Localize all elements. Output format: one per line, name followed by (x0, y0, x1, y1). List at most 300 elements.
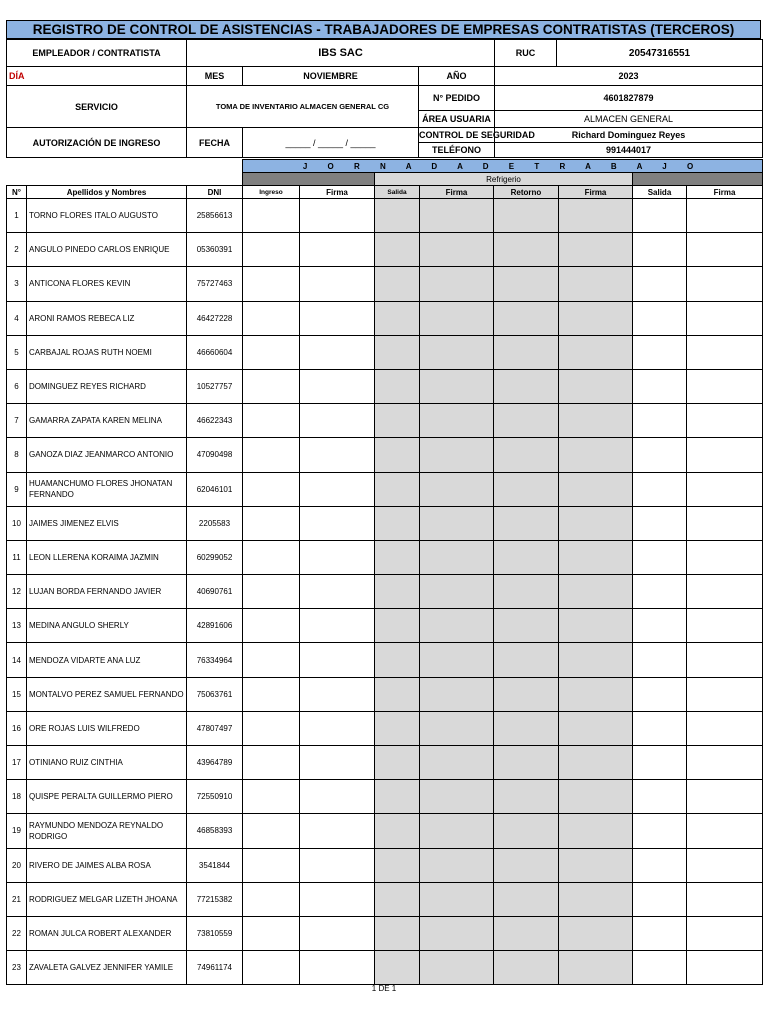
firma-ingreso-cell[interactable] (300, 848, 375, 882)
firma-retorno-cell[interactable] (559, 882, 633, 916)
retorno-cell[interactable] (494, 404, 559, 438)
worker-name: QUISPE PERALTA GUILLERMO PIERO (27, 780, 187, 814)
retorno-cell[interactable] (494, 882, 559, 916)
table-row (7, 575, 763, 609)
firma-salida-refrigerio-cell[interactable] (420, 882, 494, 916)
row-number: 3 (7, 267, 27, 301)
row-number: 16 (7, 711, 27, 745)
ingreso-cell[interactable] (243, 506, 300, 540)
salida-refrigerio-cell[interactable] (375, 780, 420, 814)
row-number: 1 (7, 199, 27, 233)
salida-cell[interactable] (633, 438, 687, 472)
firma-ingreso-cell[interactable] (300, 916, 375, 950)
jornada-header: J O R N A D A D E T R A B A J O (243, 160, 763, 173)
retorno-cell[interactable] (494, 609, 559, 643)
firma-salida-cell[interactable] (687, 472, 763, 506)
salida-cell[interactable] (633, 199, 687, 233)
control-value: Richard Dominguez Reyes (495, 128, 763, 143)
table-row (7, 267, 763, 301)
worker-name: LEON LLERENA KORAIMA JAZMIN (27, 540, 187, 574)
column-header: N° (7, 186, 27, 199)
salida-cell[interactable] (633, 369, 687, 403)
salida-refrigerio-cell[interactable] (375, 335, 420, 369)
firma-salida-cell[interactable] (687, 916, 763, 950)
firma-retorno-cell[interactable] (559, 267, 633, 301)
firma-salida-refrigerio-cell[interactable] (420, 916, 494, 950)
form-title: REGISTRO DE CONTROL DE ASISTENCIAS - TRABAJADORES DE EMPRESAS CONTRATISTAS (TERCEROS) (6, 20, 761, 39)
worker-dni: 43964789 (187, 746, 243, 780)
ingreso-cell[interactable] (243, 301, 300, 335)
firma-salida-refrigerio-cell[interactable] (420, 335, 494, 369)
firma-salida-refrigerio-cell[interactable] (420, 540, 494, 574)
salida-refrigerio-cell[interactable] (375, 404, 420, 438)
retorno-cell[interactable] (494, 267, 559, 301)
firma-salida-cell[interactable] (687, 848, 763, 882)
firma-salida-cell[interactable] (687, 233, 763, 267)
firma-salida-cell[interactable] (687, 404, 763, 438)
ingreso-cell[interactable] (243, 199, 300, 233)
column-header: Retorno (494, 186, 559, 199)
retorno-cell[interactable] (494, 780, 559, 814)
salida-cell[interactable] (633, 746, 687, 780)
worker-dni: 05360391 (187, 233, 243, 267)
area-value: ALMACEN GENERAL (495, 111, 763, 128)
firma-ingreso-cell[interactable] (300, 677, 375, 711)
salida-cell[interactable] (633, 267, 687, 301)
fecha-label: FECHA (187, 128, 243, 158)
page-footer: 1 DE 1 (371, 984, 397, 993)
retorno-cell[interactable] (494, 575, 559, 609)
firma-salida-refrigerio-cell[interactable] (420, 677, 494, 711)
firma-salida-refrigerio-cell[interactable] (420, 711, 494, 745)
worker-dni: 46622343 (187, 404, 243, 438)
firma-retorno-cell[interactable] (559, 301, 633, 335)
firma-retorno-cell[interactable] (559, 916, 633, 950)
firma-retorno-cell[interactable] (559, 472, 633, 506)
worker-dni: 46858393 (187, 814, 243, 848)
worker-dni: 46660604 (187, 335, 243, 369)
worker-dni: 47090498 (187, 438, 243, 472)
table-row (7, 711, 763, 745)
firma-ingreso-cell[interactable] (300, 233, 375, 267)
salida-refrigerio-cell[interactable] (375, 916, 420, 950)
salida-refrigerio-cell[interactable] (375, 711, 420, 745)
table-row (7, 335, 763, 369)
salida-cell[interactable] (633, 951, 687, 985)
firma-salida-cell[interactable] (687, 711, 763, 745)
salida-cell[interactable] (633, 643, 687, 677)
firma-salida-cell[interactable] (687, 814, 763, 848)
firma-salida-cell[interactable] (687, 609, 763, 643)
firma-salida-refrigerio-cell[interactable] (420, 951, 494, 985)
firma-ingreso-cell[interactable] (300, 267, 375, 301)
ingreso-cell[interactable] (243, 369, 300, 403)
salida-refrigerio-cell[interactable] (375, 814, 420, 848)
salida-cell[interactable] (633, 848, 687, 882)
ingreso-cell[interactable] (243, 882, 300, 916)
salida-cell[interactable] (633, 335, 687, 369)
salida-cell[interactable] (633, 472, 687, 506)
firma-salida-cell[interactable] (687, 575, 763, 609)
salida-cell[interactable] (633, 506, 687, 540)
row-number: 5 (7, 335, 27, 369)
worker-dni: 75727463 (187, 267, 243, 301)
firma-salida-refrigerio-cell[interactable] (420, 746, 494, 780)
worker-name: OTINIANO RUIZ CINTHIA (27, 746, 187, 780)
worker-name: MENDOZA VIDARTE ANA LUZ (27, 643, 187, 677)
mes-value: NOVIEMBRE (243, 67, 419, 86)
area-label: ÁREA USUARIA (419, 111, 495, 128)
retorno-cell[interactable] (494, 301, 559, 335)
firma-ingreso-cell[interactable] (300, 746, 375, 780)
firma-salida-refrigerio-cell[interactable] (420, 848, 494, 882)
firma-salida-cell[interactable] (687, 746, 763, 780)
row-number: 6 (7, 369, 27, 403)
worker-name: ANGULO PINEDO CARLOS ENRIQUE (27, 233, 187, 267)
firma-ingreso-cell[interactable] (300, 609, 375, 643)
worker-name: ANTICONA FLORES KEVIN (27, 267, 187, 301)
ruc-label: RUC (495, 40, 557, 67)
ingreso-cell[interactable] (243, 711, 300, 745)
column-header: Firma (559, 186, 633, 199)
firma-retorno-cell[interactable] (559, 746, 633, 780)
retorno-cell[interactable] (494, 951, 559, 985)
firma-salida-refrigerio-cell[interactable] (420, 506, 494, 540)
table-row (7, 472, 763, 506)
table-row (7, 848, 763, 882)
firma-retorno-cell[interactable] (559, 369, 633, 403)
firma-retorno-cell[interactable] (559, 575, 633, 609)
firma-retorno-cell[interactable] (559, 609, 633, 643)
attendance-table (6, 159, 763, 985)
firma-salida-refrigerio-cell[interactable] (420, 369, 494, 403)
salida-cell[interactable] (633, 780, 687, 814)
firma-ingreso-cell[interactable] (300, 369, 375, 403)
ingreso-cell[interactable] (243, 438, 300, 472)
firma-salida-refrigerio-cell[interactable] (420, 301, 494, 335)
firma-salida-refrigerio-cell[interactable] (420, 780, 494, 814)
salida-cell[interactable] (633, 814, 687, 848)
firma-salida-cell[interactable] (687, 369, 763, 403)
salida-refrigerio-cell[interactable] (375, 746, 420, 780)
table-row (7, 506, 763, 540)
ingreso-cell[interactable] (243, 267, 300, 301)
salida-refrigerio-cell[interactable] (375, 199, 420, 233)
firma-retorno-cell[interactable] (559, 814, 633, 848)
firma-salida-cell[interactable] (687, 780, 763, 814)
worker-dni: 25856613 (187, 199, 243, 233)
salida-refrigerio-cell[interactable] (375, 575, 420, 609)
retorno-cell[interactable] (494, 199, 559, 233)
firma-salida-refrigerio-cell[interactable] (420, 472, 494, 506)
firma-retorno-cell[interactable] (559, 951, 633, 985)
firma-salida-refrigerio-cell[interactable] (420, 233, 494, 267)
table-row (7, 199, 763, 233)
column-header: Firma (687, 186, 763, 199)
firma-ingreso-cell[interactable] (300, 335, 375, 369)
retorno-cell[interactable] (494, 472, 559, 506)
worker-name: ZAVALETA GALVEZ JENNIFER YAMILE (27, 951, 187, 985)
worker-dni: 74961174 (187, 951, 243, 985)
retorno-cell[interactable] (494, 438, 559, 472)
salida-refrigerio-cell[interactable] (375, 369, 420, 403)
salida-refrigerio-cell[interactable] (375, 540, 420, 574)
salida-refrigerio-cell[interactable] (375, 848, 420, 882)
retorno-cell[interactable] (494, 814, 559, 848)
firma-ingreso-cell[interactable] (300, 438, 375, 472)
worker-name: MEDINA ANGULO SHERLY (27, 609, 187, 643)
retorno-cell[interactable] (494, 916, 559, 950)
table-row (7, 780, 763, 814)
salida-refrigerio-cell[interactable] (375, 267, 420, 301)
salida-cell[interactable] (633, 677, 687, 711)
retorno-cell[interactable] (494, 848, 559, 882)
column-header: Firma (420, 186, 494, 199)
worker-dni: 72550910 (187, 780, 243, 814)
column-header: Salida (375, 186, 420, 199)
firma-retorno-cell[interactable] (559, 233, 633, 267)
firma-retorno-cell[interactable] (559, 438, 633, 472)
firma-retorno-cell[interactable] (559, 711, 633, 745)
table-row (7, 369, 763, 403)
worker-name: ROMAN JULCA ROBERT ALEXANDER (27, 916, 187, 950)
retorno-cell[interactable] (494, 746, 559, 780)
firma-salida-refrigerio-cell[interactable] (420, 814, 494, 848)
row-number: 7 (7, 404, 27, 438)
ingreso-cell[interactable] (243, 780, 300, 814)
ingreso-cell[interactable] (243, 404, 300, 438)
firma-retorno-cell[interactable] (559, 677, 633, 711)
worker-dni: 47807497 (187, 711, 243, 745)
column-header: Firma (300, 186, 375, 199)
retorno-cell[interactable] (494, 506, 559, 540)
firma-salida-refrigerio-cell[interactable] (420, 404, 494, 438)
firma-salida-cell[interactable] (687, 267, 763, 301)
firma-retorno-cell[interactable] (559, 643, 633, 677)
firma-salida-cell[interactable] (687, 643, 763, 677)
firma-retorno-cell[interactable] (559, 540, 633, 574)
salida-cell[interactable] (633, 916, 687, 950)
retorno-cell[interactable] (494, 335, 559, 369)
firma-salida-cell[interactable] (687, 882, 763, 916)
servicio-label: SERVICIO (7, 86, 187, 128)
row-number: 9 (7, 472, 27, 506)
worker-name: LUJAN BORDA FERNANDO JAVIER (27, 575, 187, 609)
ingreso-cell[interactable] (243, 540, 300, 574)
table-row (7, 609, 763, 643)
firma-ingreso-cell[interactable] (300, 643, 375, 677)
firma-salida-refrigerio-cell[interactable] (420, 643, 494, 677)
salida-refrigerio-cell[interactable] (375, 951, 420, 985)
ingreso-cell[interactable] (243, 848, 300, 882)
table-row (7, 882, 763, 916)
salida-cell[interactable] (633, 404, 687, 438)
pedido-label: N° PEDIDO (419, 86, 495, 111)
firma-salida-cell[interactable] (687, 506, 763, 540)
worker-name: RIVERO DE JAIMES ALBA ROSA (27, 848, 187, 882)
salida-refrigerio-cell[interactable] (375, 882, 420, 916)
salida-cell[interactable] (633, 233, 687, 267)
row-number: 14 (7, 643, 27, 677)
autorizacion-label: AUTORIZACIÓN DE INGRESO (7, 128, 187, 158)
retorno-cell[interactable] (494, 643, 559, 677)
empleador-value: IBS SAC (187, 40, 495, 67)
worker-dni: 40690761 (187, 575, 243, 609)
row-number: 19 (7, 814, 27, 848)
firma-salida-cell[interactable] (687, 199, 763, 233)
worker-name: JAIMES JIMENEZ ELVIS (27, 506, 187, 540)
firma-salida-refrigerio-cell[interactable] (420, 575, 494, 609)
salida-cell[interactable] (633, 575, 687, 609)
row-number: 23 (7, 951, 27, 985)
row-number: 8 (7, 438, 27, 472)
column-header: Apellidos y Nombres (27, 186, 187, 199)
telefono-value: 991444017 (495, 143, 763, 158)
ingreso-cell[interactable] (243, 643, 300, 677)
row-number: 4 (7, 301, 27, 335)
ingreso-cell[interactable] (243, 746, 300, 780)
ingreso-cell[interactable] (243, 951, 300, 985)
firma-ingreso-cell[interactable] (300, 404, 375, 438)
retorno-cell[interactable] (494, 233, 559, 267)
worker-dni: 42891606 (187, 609, 243, 643)
worker-dni: 2205583 (187, 506, 243, 540)
row-number: 21 (7, 882, 27, 916)
row-number: 20 (7, 848, 27, 882)
anio-value: 2023 (495, 67, 763, 86)
servicio-value: TOMA DE INVENTARIO ALMACEN GENERAL CG (187, 86, 419, 128)
table-row (7, 916, 763, 950)
ingreso-cell[interactable] (243, 916, 300, 950)
firma-ingreso-cell[interactable] (300, 882, 375, 916)
salida-cell[interactable] (633, 609, 687, 643)
firma-salida-refrigerio-cell[interactable] (420, 199, 494, 233)
row-number: 15 (7, 677, 27, 711)
retorno-cell[interactable] (494, 711, 559, 745)
ingreso-cell[interactable] (243, 677, 300, 711)
firma-ingreso-cell[interactable] (300, 575, 375, 609)
ingreso-cell[interactable] (243, 609, 300, 643)
worker-dni: 10527757 (187, 369, 243, 403)
firma-ingreso-cell[interactable] (300, 951, 375, 985)
table-row (7, 404, 763, 438)
worker-dni: 75063761 (187, 677, 243, 711)
firma-salida-cell[interactable] (687, 951, 763, 985)
empleador-label: EMPLEADOR / CONTRATISTA (7, 40, 187, 67)
firma-retorno-cell[interactable] (559, 848, 633, 882)
ruc-value: 20547316551 (557, 40, 763, 67)
firma-salida-refrigerio-cell[interactable] (420, 609, 494, 643)
firma-retorno-cell[interactable] (559, 335, 633, 369)
firma-ingreso-cell[interactable] (300, 472, 375, 506)
worker-dni: 46427228 (187, 301, 243, 335)
table-row (7, 814, 763, 848)
ingreso-cell[interactable] (243, 472, 300, 506)
firma-ingreso-cell[interactable] (300, 199, 375, 233)
row-number: 2 (7, 233, 27, 267)
worker-dni: 76334964 (187, 643, 243, 677)
retorno-cell[interactable] (494, 677, 559, 711)
worker-dni: 73810559 (187, 916, 243, 950)
firma-retorno-cell[interactable] (559, 404, 633, 438)
worker-name: TORNO FLORES ITALO AUGUSTO (27, 199, 187, 233)
firma-ingreso-cell[interactable] (300, 814, 375, 848)
row-number: 11 (7, 540, 27, 574)
ingreso-cell[interactable] (243, 335, 300, 369)
column-header: Salida (633, 186, 687, 199)
salida-cell[interactable] (633, 882, 687, 916)
salida-refrigerio-cell[interactable] (375, 677, 420, 711)
ingreso-cell[interactable] (243, 233, 300, 267)
control-label: CONTROL DE SEGURIDAD (419, 128, 495, 143)
firma-salida-refrigerio-cell[interactable] (420, 267, 494, 301)
worker-name: GANOZA DIAZ JEANMARCO ANTONIO (27, 438, 187, 472)
worker-dni: 60299052 (187, 540, 243, 574)
firma-retorno-cell[interactable] (559, 506, 633, 540)
pedido-value: 4601827879 (495, 86, 763, 111)
worker-dni: 3541844 (187, 848, 243, 882)
row-number: 10 (7, 506, 27, 540)
worker-name: RAYMUNDO MENDOZA REYNALDO RODRIGO (27, 814, 187, 848)
mes-label: MES (187, 67, 243, 86)
worker-name: CARBAJAL ROJAS RUTH NOEMI (27, 335, 187, 369)
firma-retorno-cell[interactable] (559, 199, 633, 233)
ingreso-cell[interactable] (243, 575, 300, 609)
salida-cell[interactable] (633, 711, 687, 745)
salida-cell[interactable] (633, 540, 687, 574)
firma-salida-cell[interactable] (687, 438, 763, 472)
firma-ingreso-cell[interactable] (300, 711, 375, 745)
firma-retorno-cell[interactable] (559, 780, 633, 814)
ingreso-cell[interactable] (243, 814, 300, 848)
salida-refrigerio-cell[interactable] (375, 506, 420, 540)
firma-salida-cell[interactable] (687, 335, 763, 369)
firma-ingreso-cell[interactable] (300, 540, 375, 574)
firma-ingreso-cell[interactable] (300, 780, 375, 814)
firma-salida-refrigerio-cell[interactable] (420, 438, 494, 472)
retorno-cell[interactable] (494, 369, 559, 403)
table-row (7, 677, 763, 711)
table-row (7, 643, 763, 677)
firma-salida-cell[interactable] (687, 677, 763, 711)
salida-refrigerio-cell[interactable] (375, 472, 420, 506)
salida-refrigerio-cell[interactable] (375, 301, 420, 335)
salida-cell[interactable] (633, 301, 687, 335)
header-table (6, 39, 763, 158)
column-header: DNI (187, 186, 243, 199)
salida-refrigerio-cell[interactable] (375, 438, 420, 472)
salida-refrigerio-cell[interactable] (375, 643, 420, 677)
worker-name: HUAMANCHUMO FLORES JHONATAN FERNANDO (27, 472, 187, 506)
row-number: 18 (7, 780, 27, 814)
salida-refrigerio-cell[interactable] (375, 233, 420, 267)
row-number: 17 (7, 746, 27, 780)
telefono-label: TELÉFONO (419, 143, 495, 158)
worker-name: DOMINGUEZ REYES RICHARD (27, 369, 187, 403)
worker-name: GAMARRA ZAPATA KAREN MELINA (27, 404, 187, 438)
table-row (7, 951, 763, 985)
retorno-cell[interactable] (494, 540, 559, 574)
firma-salida-cell[interactable] (687, 540, 763, 574)
salida-refrigerio-cell[interactable] (375, 609, 420, 643)
table-row (7, 746, 763, 780)
row-number: 12 (7, 575, 27, 609)
firma-salida-cell[interactable] (687, 301, 763, 335)
firma-ingreso-cell[interactable] (300, 506, 375, 540)
firma-ingreso-cell[interactable] (300, 301, 375, 335)
table-row (7, 233, 763, 267)
fecha-field[interactable]: _____ / _____ / _____ (243, 128, 419, 158)
